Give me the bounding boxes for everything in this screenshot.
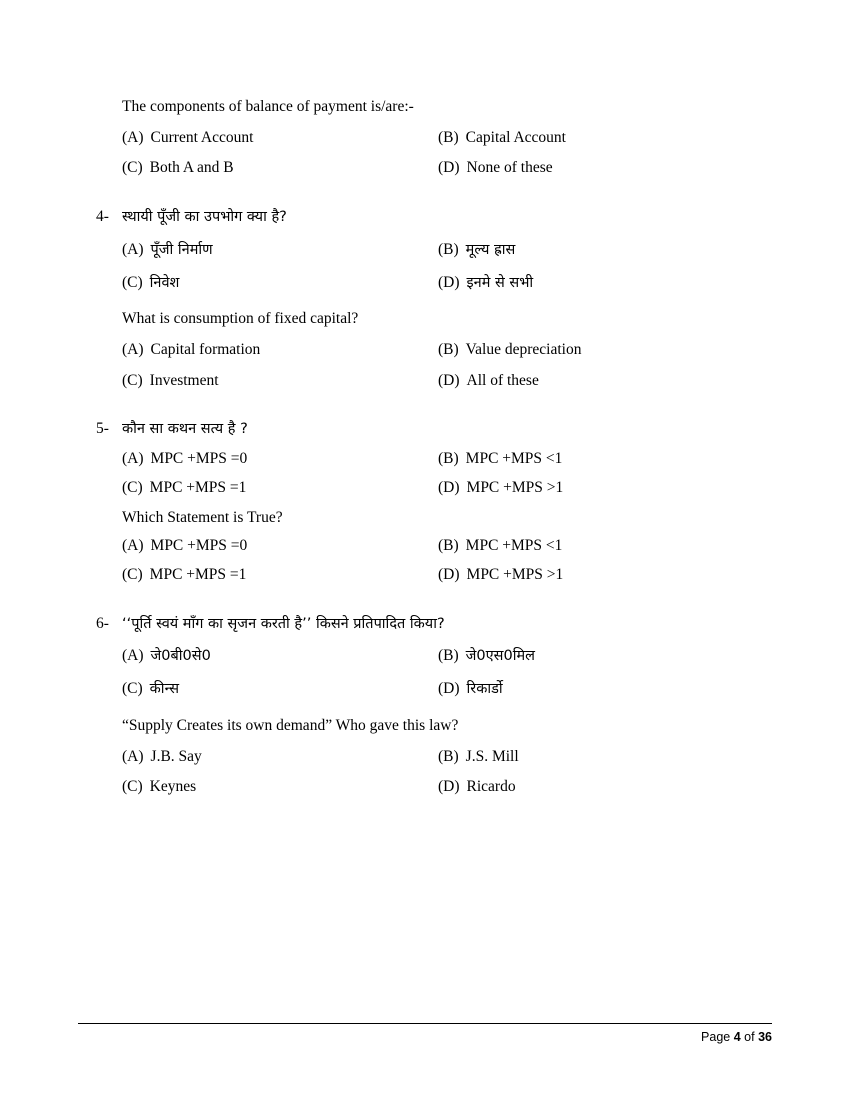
option-a[interactable]	[122, 448, 438, 470]
option-row	[122, 448, 754, 470]
option-label: (A)	[122, 537, 144, 555]
option-row	[122, 370, 754, 392]
option-text: जे0एस0मिल	[465, 648, 535, 665]
question-stem-english: The components of balance of payment is/are:-	[122, 98, 414, 115]
option-d[interactable]	[438, 564, 754, 586]
option-row	[122, 127, 754, 149]
option-label: (B)	[438, 537, 459, 555]
option-text: रिकार्डो	[466, 681, 503, 698]
option-d[interactable]	[438, 271, 754, 295]
option-a[interactable]	[122, 644, 438, 668]
option-label: (C)	[122, 478, 143, 496]
option-label: (A)	[122, 240, 144, 258]
option-text: J.S. Mill	[465, 747, 519, 765]
option-text: MPC +MPS >1	[466, 565, 564, 583]
option-b[interactable]	[438, 535, 754, 557]
option-text: Capital Account	[465, 128, 566, 146]
footer-page-label: Page	[701, 1030, 731, 1044]
question-stem-row	[96, 419, 754, 441]
question-block-4	[96, 207, 754, 391]
option-label: (B)	[438, 128, 459, 146]
option-text: MPC +MPS <1	[465, 537, 563, 555]
footer-of-label: of	[744, 1030, 755, 1044]
page-footer	[78, 1023, 772, 1044]
option-text: निवेश	[149, 274, 180, 291]
option-a[interactable]	[122, 535, 438, 557]
option-label: (D)	[438, 159, 460, 177]
option-label: (D)	[438, 680, 460, 698]
option-c[interactable]	[122, 564, 438, 586]
option-text: मूल्य ह्रास	[465, 241, 516, 258]
option-a[interactable]	[122, 127, 438, 149]
options-hindi	[96, 644, 754, 701]
option-label: (B)	[438, 341, 459, 358]
option-label: (A)	[122, 647, 144, 665]
option-label: (B)	[438, 450, 459, 468]
options-english	[96, 535, 754, 585]
option-row	[122, 271, 754, 295]
options-english	[96, 746, 754, 798]
options-hindi	[96, 238, 754, 295]
option-row	[122, 339, 754, 361]
spacer	[96, 294, 754, 308]
options-hindi	[96, 448, 754, 498]
option-c[interactable]	[122, 271, 438, 295]
footer-page-total: 36	[758, 1030, 772, 1044]
option-text: MPC +MPS >1	[466, 478, 564, 496]
question-block-continuation	[96, 96, 754, 179]
option-text: Both A and B	[149, 159, 234, 177]
option-text: MPC +MPS =1	[149, 565, 247, 583]
question-stem-hindi: स्थायी पूँजी का उपभोग क्या है?	[122, 209, 287, 226]
option-label: (C)	[122, 159, 143, 177]
option-text: None of these	[466, 159, 553, 177]
spacer	[96, 499, 754, 507]
option-c[interactable]	[122, 776, 438, 798]
question-stem-english: “Supply Creates its own demand” Who gave this law?	[122, 716, 459, 734]
option-label: (B)	[438, 240, 459, 258]
page-content	[96, 96, 754, 798]
option-c[interactable]	[122, 477, 438, 499]
option-row	[122, 746, 754, 768]
option-label: (C)	[122, 680, 143, 698]
option-b[interactable]	[438, 448, 754, 470]
question-stem-hindi: ‘‘पूर्ति स्वयं माँग का सृजन करती है’’ किसने प्रतिपादित किया?	[122, 615, 445, 632]
question-number: 4-	[96, 208, 109, 226]
question-block-6	[96, 614, 754, 798]
footer-divider	[78, 1023, 772, 1024]
option-text: Keynes	[149, 778, 197, 796]
option-text: MPC +MPS =0	[150, 537, 248, 555]
option-row	[122, 677, 754, 701]
footer-page-number: 4	[733, 1030, 741, 1044]
option-b[interactable]	[438, 644, 754, 668]
option-d[interactable]	[438, 477, 754, 499]
spacer	[96, 592, 754, 614]
question-stem-english: Which Statement is True?	[122, 508, 283, 526]
option-text: जे0बी0से0	[150, 648, 211, 665]
option-text: कीन्स	[149, 681, 180, 698]
option-text: MPC +MPS =1	[149, 478, 247, 496]
option-b[interactable]	[438, 746, 754, 768]
option-a[interactable]	[122, 238, 438, 262]
option-text: इनमे से सभी	[466, 274, 534, 291]
option-label: (A)	[122, 747, 144, 765]
option-d[interactable]	[438, 677, 754, 701]
option-text: Investment	[149, 371, 219, 389]
question-stem-row	[96, 207, 754, 229]
spacer	[96, 397, 754, 419]
option-text: MPC +MPS =0	[150, 450, 248, 468]
option-c[interactable]	[122, 677, 438, 701]
option-label: (A)	[122, 450, 144, 468]
options-english	[96, 339, 754, 391]
option-row	[122, 564, 754, 586]
spacer	[96, 185, 754, 207]
option-label: (A)	[122, 341, 144, 358]
option-row	[122, 157, 754, 179]
option-label: (C)	[122, 371, 143, 389]
option-row	[122, 477, 754, 499]
option-label: (C)	[122, 778, 143, 796]
option-label: (D)	[438, 565, 460, 583]
option-label: (B)	[438, 647, 459, 665]
option-text: MPC +MPS <1	[465, 450, 563, 468]
option-label: (D)	[438, 273, 460, 291]
option-b[interactable]	[438, 238, 754, 262]
option-label: (D)	[438, 778, 460, 796]
option-a[interactable]	[122, 339, 438, 361]
option-d[interactable]	[438, 776, 754, 798]
option-row	[122, 535, 754, 557]
option-d[interactable]	[438, 370, 754, 392]
option-row	[122, 776, 754, 798]
option-row	[122, 644, 754, 668]
option-text: J.B. Say	[150, 747, 202, 765]
option-text: Current Account	[150, 128, 254, 146]
option-text: Ricardo	[466, 778, 516, 796]
option-b[interactable]	[438, 339, 754, 361]
option-label: (C)	[122, 273, 143, 291]
option-c[interactable]	[122, 157, 438, 179]
option-text: All of these	[466, 371, 539, 389]
option-text: पूँजी निर्माण	[150, 241, 213, 258]
option-text: Capital formation	[150, 341, 261, 358]
question-stem-hindi: कौन सा कथन सत्य है ?	[122, 421, 248, 438]
option-a[interactable]	[122, 746, 438, 768]
option-label: (B)	[438, 747, 459, 765]
option-label: (C)	[122, 565, 143, 583]
page-number-indicator	[78, 1030, 772, 1044]
option-row	[122, 238, 754, 262]
spacer	[96, 701, 754, 715]
option-d[interactable]	[438, 157, 754, 179]
option-label: (D)	[438, 371, 460, 389]
option-label: (A)	[122, 128, 144, 146]
option-c[interactable]	[122, 370, 438, 392]
question-number: 5-	[96, 420, 109, 438]
question-block-5	[96, 419, 754, 585]
question-stem-english: What is consumption of fixed capital?	[122, 310, 359, 328]
options-english	[96, 127, 754, 179]
question-stem-row	[96, 614, 754, 636]
option-label: (D)	[438, 478, 460, 496]
question-number: 6-	[96, 614, 109, 632]
option-b[interactable]	[438, 127, 754, 149]
option-text: Value depreciation	[465, 341, 582, 358]
